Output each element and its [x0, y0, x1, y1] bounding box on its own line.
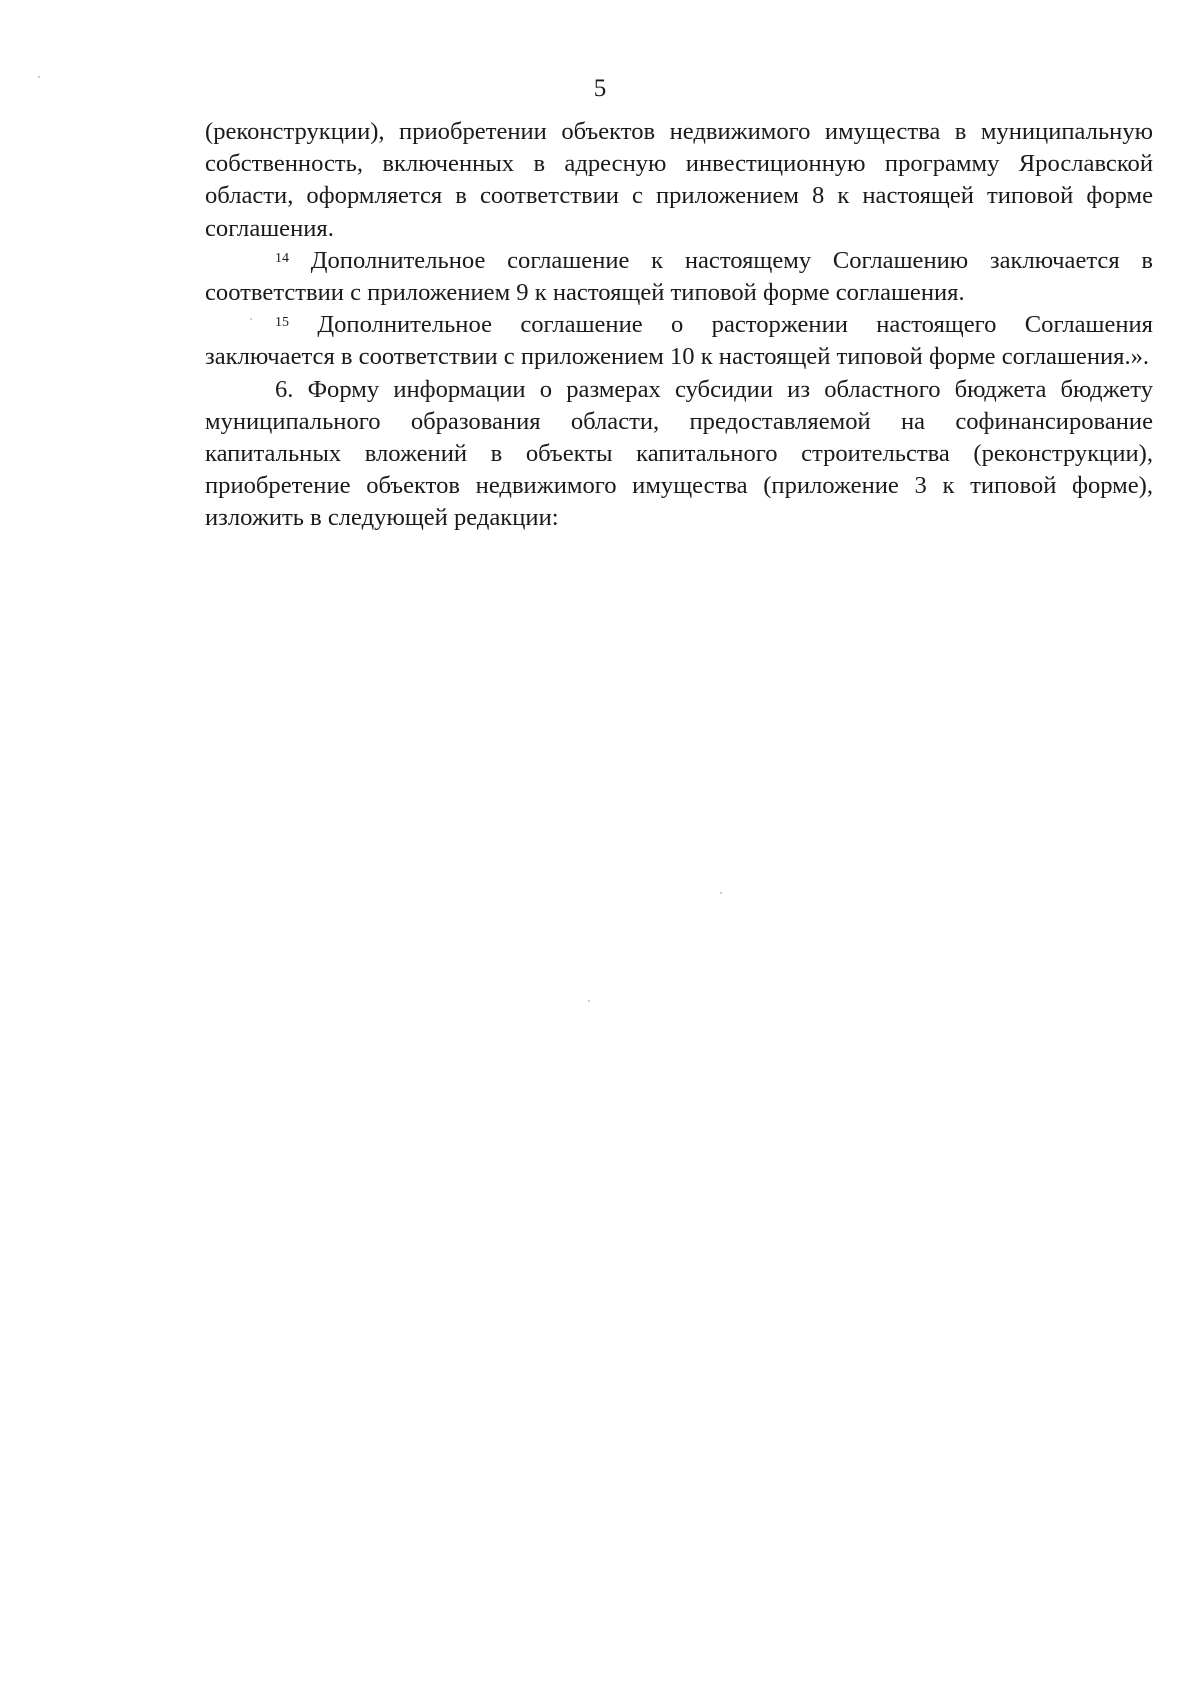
paragraph-text: Дополнительное соглашение о расторжении настоящего Соглашения заключается в соответствии с приложением 10 к настоящей типовой форме соглашения.». — [205, 311, 1153, 371]
scan-speck — [588, 1000, 590, 1002]
footnote-marker: 14 — [275, 250, 289, 266]
paragraph-text: (реконструкции), приобретении объектов недвижимого имущества в муниципальную собственность, включенных в адресную инвестиционную программу Ярославской области, оформляется в соответствии с приложением 8 к настоящей типовой форме соглашения. — [205, 118, 1153, 242]
scan-speck — [38, 76, 40, 78]
scan-speck — [250, 318, 252, 320]
paragraph-footnote-14 — [205, 245, 1153, 309]
document-body — [205, 116, 1153, 535]
paragraph-text: Дополнительное соглашение к настоящему Соглашению заключается в соответствии с приложением 9 к настоящей типовой форме соглашения. — [205, 246, 1153, 307]
scan-speck — [720, 892, 722, 894]
paragraph-text: 6. Форму информации о размерах субсидии из областного бюджета бюджету муниципального образования области, предоставляемой на софинансирование капитальных вложений в объекты капитального строительства (реконструкции), приобретение объектов недвижимого имущества (приложение 3 к типовой форме), изложить в следующей редакции: — [205, 375, 1153, 532]
page-number: 5 — [593, 75, 607, 102]
footnote-marker: 15 — [275, 315, 289, 331]
paragraph-item-6 — [205, 374, 1153, 535]
paragraph-footnote-15 — [205, 309, 1153, 373]
paragraph-continuation — [205, 116, 1153, 245]
